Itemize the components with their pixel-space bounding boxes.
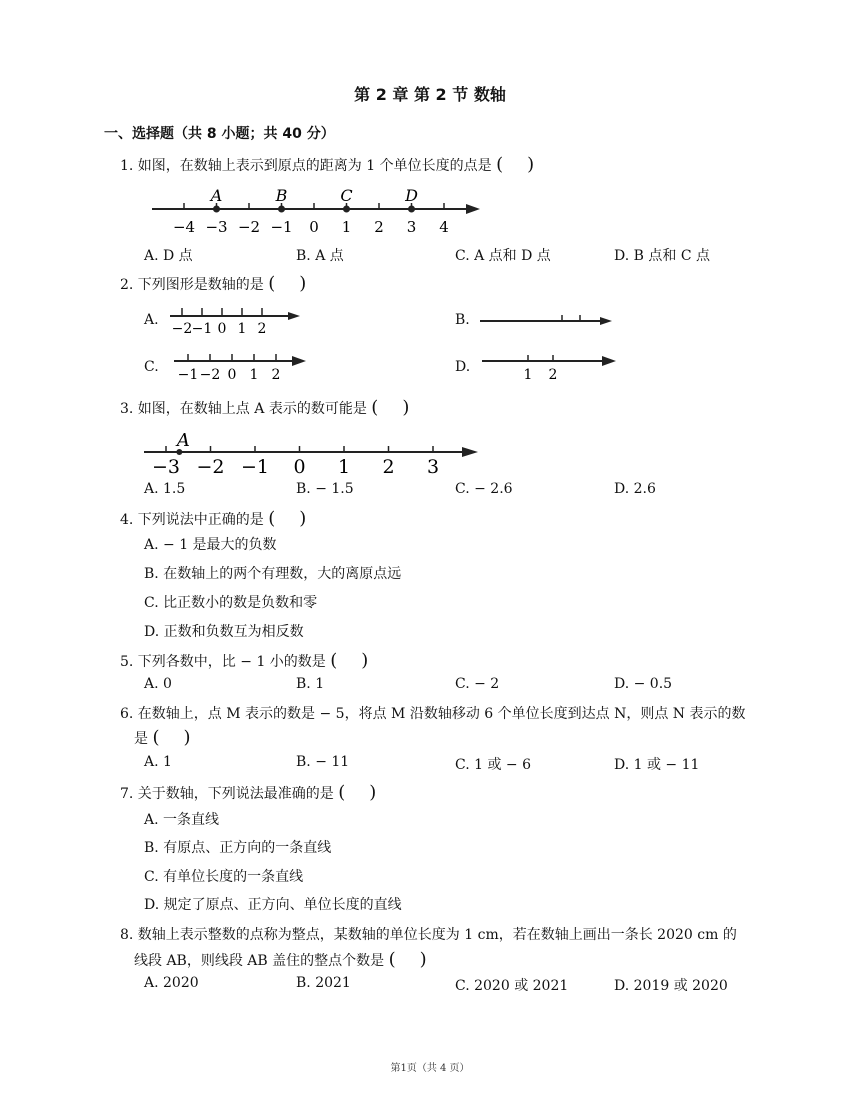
page-footer: 第1页（共 4 页） bbox=[390, 1063, 470, 1074]
point-label: A bbox=[210, 186, 223, 205]
q7-option-a[interactable]: A. 一条直线 bbox=[144, 812, 220, 828]
question-3-stem: 3. 如图，在数轴上点 A 表示的数可能是 ( ) bbox=[120, 397, 410, 418]
q3-option-d[interactable]: D. 2.6 bbox=[614, 481, 656, 497]
q1-option-c[interactable]: C. A 点和 D 点 bbox=[455, 248, 551, 264]
q5-option-a[interactable]: A. 0 bbox=[144, 676, 172, 692]
tick-label: 0 bbox=[217, 321, 227, 336]
number-line-q3 bbox=[140, 422, 486, 478]
q1-option-a[interactable]: A. D 点 bbox=[144, 248, 193, 264]
point-d bbox=[408, 206, 415, 213]
tick-label: 1 bbox=[341, 218, 352, 236]
tick-label: 0 bbox=[293, 456, 306, 478]
q6-option-b[interactable]: B. − 11 bbox=[296, 754, 350, 770]
q6-option-c[interactable]: C. 1 或 − 6 bbox=[455, 757, 532, 773]
number-line-q1 bbox=[148, 180, 488, 238]
question-7-stem: 7. 关于数轴，下列说法最准确的是 ( ) bbox=[120, 782, 377, 803]
q2-option-b[interactable]: B. bbox=[455, 312, 470, 328]
tick-label: −3 bbox=[151, 456, 181, 478]
q4-option-c[interactable]: C. 比正数小的数是负数和零 bbox=[144, 595, 318, 611]
q2-figure-c bbox=[170, 349, 310, 383]
q2-option-a[interactable]: A. bbox=[144, 312, 159, 328]
q1-option-d[interactable]: D. B 点和 C 点 bbox=[614, 248, 710, 264]
q8-option-b[interactable]: B. 2021 bbox=[296, 975, 351, 991]
q2-option-c[interactable]: C. bbox=[144, 359, 159, 375]
page-title: 第 2 章 第 2 节 数轴 bbox=[354, 85, 506, 104]
q2-option-d[interactable]: D. bbox=[455, 359, 471, 375]
tick-label: 1 bbox=[237, 321, 247, 336]
tick-label: 1 bbox=[249, 367, 259, 383]
tick-label: −2 bbox=[196, 456, 225, 478]
q5-option-d[interactable]: D. − 0.5 bbox=[614, 676, 673, 692]
q7-option-b[interactable]: B. 有原点、正方向的一条直线 bbox=[144, 840, 332, 856]
question-8-stem-line1: 8. 数轴上表示整数的点称为整点，某数轴的单位长度为 1 cm，若在数轴上画出一条长 2020 cm 的 bbox=[120, 927, 737, 943]
tick-label: −1 bbox=[240, 456, 270, 478]
question-8-stem-line2: 线段 AB，则线段 AB 盖住的整点个数是 ( ) bbox=[134, 949, 427, 970]
q4-option-a[interactable]: A. − 1 是最大的负数 bbox=[144, 537, 277, 553]
tick-label: 1 bbox=[523, 367, 533, 383]
tick-label: 0 bbox=[309, 218, 319, 236]
tick-label: 1 bbox=[337, 456, 351, 478]
section-heading: 一、选择题（共 8 小题；共 40 分） bbox=[104, 126, 335, 142]
tick-label: 3 bbox=[426, 456, 440, 478]
question-6-stem-line2: 是 ( ) bbox=[134, 727, 191, 748]
question-6-stem-line1: 6. 在数轴上，点 M 表示的数是 − 5，将点 M 沿数轴移动 6 个单位长度到达点 N，则点 N 表示的数 bbox=[120, 706, 746, 722]
q6-option-a[interactable]: A. 1 bbox=[144, 754, 172, 770]
q5-option-c[interactable]: C. − 2 bbox=[455, 676, 500, 692]
tick-label: 2 bbox=[548, 367, 558, 383]
tick-label: 0 bbox=[227, 367, 237, 383]
q2-figure-b bbox=[478, 310, 618, 330]
tick-label: 3 bbox=[406, 218, 417, 236]
q6-option-d[interactable]: D. 1 或 − 11 bbox=[614, 757, 700, 773]
q2-figure-d bbox=[480, 349, 620, 383]
point-label: C bbox=[340, 186, 353, 205]
q4-option-d[interactable]: D. 正数和负数互为相反数 bbox=[144, 624, 304, 640]
q2-figure-a bbox=[166, 302, 306, 336]
q8-option-d[interactable]: D. 2019 或 2020 bbox=[614, 978, 728, 994]
tick-label: 2 bbox=[257, 321, 267, 336]
tick-label: −2 bbox=[237, 218, 261, 236]
tick-label: 2 bbox=[382, 456, 395, 478]
tick-label: 2 bbox=[271, 367, 281, 383]
point-a bbox=[213, 206, 220, 213]
tick-label: −4 bbox=[172, 218, 196, 236]
answer-paren-close: ) bbox=[527, 154, 535, 175]
point-c bbox=[343, 206, 350, 213]
tick-label: −2 bbox=[199, 367, 221, 383]
q3-option-a[interactable]: A. 1.5 bbox=[144, 481, 186, 497]
question-5-stem: 5. 下列各数中，比 − 1 小的数是 ( ) bbox=[120, 650, 369, 671]
tick-label: −3 bbox=[205, 218, 228, 236]
tick-label: −1 bbox=[177, 367, 199, 383]
point-label: A bbox=[176, 430, 190, 451]
question-2-stem: 2. 下列图形是数轴的是 ( ) bbox=[120, 273, 307, 294]
question-1-stem: 1. 如图，在数轴上表示到原点的距离为 1 个单位长度的点是 ( ) bbox=[120, 154, 535, 175]
q5-option-b[interactable]: B. 1 bbox=[296, 676, 325, 692]
q8-option-a[interactable]: A. 2020 bbox=[144, 975, 199, 991]
point-label: D bbox=[405, 186, 418, 205]
tick-label: 4 bbox=[439, 218, 449, 236]
q3-option-c[interactable]: C. − 2.6 bbox=[455, 481, 513, 497]
q1-option-b[interactable]: B. A 点 bbox=[296, 248, 344, 264]
tick-label: −2 bbox=[171, 321, 193, 336]
tick-label: 2 bbox=[374, 218, 384, 236]
q4-option-b[interactable]: B. 在数轴上的两个有理数，大的离原点远 bbox=[144, 566, 402, 582]
q7-option-c[interactable]: C. 有单位长度的一条直线 bbox=[144, 869, 304, 885]
tick-label: −1 bbox=[270, 218, 293, 236]
point-label: B bbox=[275, 186, 288, 205]
answer-paren-open: ( bbox=[496, 154, 504, 175]
point-b bbox=[278, 206, 285, 213]
tick-label: −1 bbox=[191, 321, 213, 336]
q8-option-c[interactable]: C. 2020 或 2021 bbox=[455, 978, 569, 994]
q3-option-b[interactable]: B. − 1.5 bbox=[296, 481, 354, 497]
question-4-stem: 4. 下列说法中正确的是 ( ) bbox=[120, 508, 307, 529]
q7-option-d[interactable]: D. 规定了原点、正方向、单位长度的直线 bbox=[144, 897, 402, 913]
